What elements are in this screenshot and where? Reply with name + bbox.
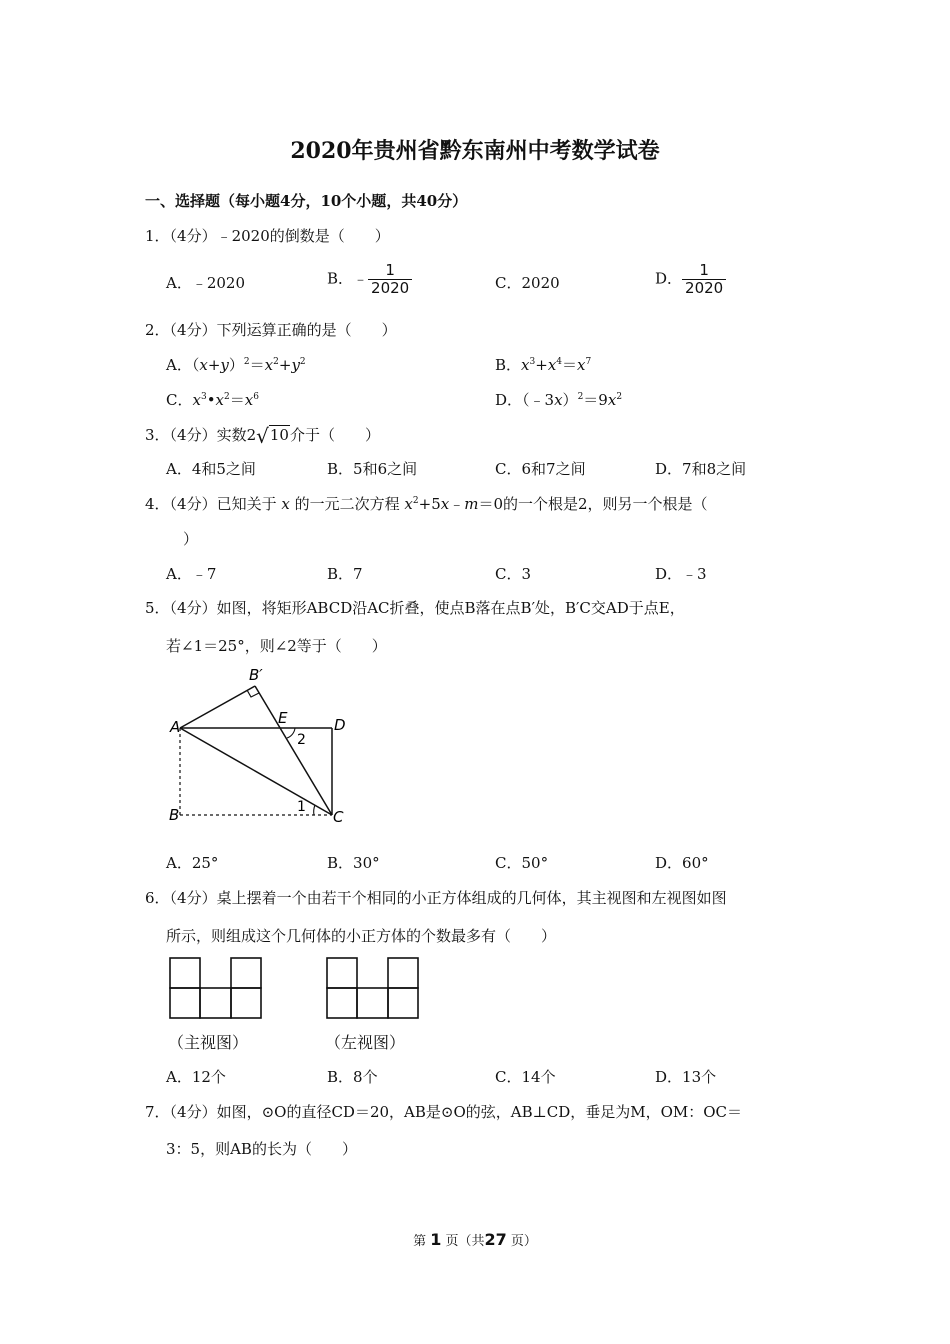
q5-option-a: A．25° [166, 854, 219, 872]
angle-1-label: 1 [297, 799, 306, 815]
question-1-stem: 1．（4分）﹣2020的倒数是（ ） [145, 227, 390, 245]
left-view-grid [325, 956, 420, 1020]
page-number: 1 [430, 1230, 442, 1249]
q4-option-c: C．3 [495, 565, 532, 583]
q5-option-b: B．30° [327, 854, 380, 872]
q1-option-a: A．﹣2020 [166, 274, 246, 292]
q6-option-a: A．12个 [166, 1068, 226, 1086]
question-7-stem-line2: 3：5，则AB的长为（ ） [166, 1140, 357, 1158]
q6-option-d: D．13个 [655, 1068, 717, 1086]
front-view-grid [168, 956, 263, 1020]
q4-option-b: B．7 [327, 565, 363, 583]
q4-option-a: A．﹣7 [166, 565, 217, 583]
q3-option-b: B．5和6之间 [327, 460, 418, 478]
question-6-stem-line1: 6．（4分）桌上摆着一个由若干个相同的小正方体组成的几何体，其主视图和左视图如图 [145, 889, 727, 907]
q1-option-d: D． $\frac{1}{2020}$ [655, 262, 726, 297]
q1-option-b-fraction: $\frac{1}{2020}$ [368, 262, 412, 297]
q2-option-c: C．$x^3•x^2=x^6$ [166, 391, 259, 409]
q4-option-d: D．﹣3 [655, 565, 707, 583]
q1-option-d-fraction: $\frac{1}{2020}$ [682, 262, 726, 297]
q2-option-a: A．$(x+y)^2=x^2+y^2$ [166, 356, 306, 374]
total-pages: 27 [484, 1230, 507, 1249]
question-5-stem-line1: 5．（4分）如图，将矩形ABCD沿AC折叠，使点B落在点B′处，B′C交AD于点E， [145, 599, 685, 617]
question-7-stem-line1: 7．（4分）如图，⊙O的直径CD＝20，AB是⊙O的弦，AB⊥CD，垂足为M，OM：OC＝ [145, 1103, 743, 1121]
question-2-stem: 2．（4分）下列运算正确的是（ ） [145, 321, 397, 339]
q1-option-b: B．﹣ $\frac{1}{2020}$ [327, 262, 412, 297]
question-6-stem-line2: 所示，则组成这个几何体的小正方体的个数最多有（ ） [166, 927, 557, 945]
q3-option-d: D．7和8之间 [655, 460, 747, 478]
sqrt-symbol: √10 [256, 424, 289, 448]
front-view-caption: （主视图） [168, 1033, 249, 1052]
q6-option-c: C．14个 [495, 1068, 556, 1086]
section-heading: 一、选择题（每小题4分，10个小题，共40分） [145, 192, 468, 210]
q3-option-c: C．6和7之间 [495, 460, 586, 478]
q6-option-b: B．8个 [327, 1068, 378, 1086]
q3-option-a: A．4和5之间 [166, 460, 256, 478]
q5-option-c: C．50° [495, 854, 549, 872]
question-3-stem: 3．（4分）实数2√10介于（ ） [145, 424, 380, 448]
question-5-stem-line2: 若∠1＝25°，则∠2等于（ ） [166, 637, 387, 655]
label-d: D [334, 716, 346, 734]
question-4-stem-end: ） [183, 530, 199, 548]
label-c: C [333, 808, 344, 826]
left-view-caption: （左视图） [325, 1033, 406, 1052]
q5-option-d: D．60° [655, 854, 709, 872]
label-a: A [170, 718, 181, 736]
page-footer: 第 1 页（共27 页） [413, 1230, 537, 1249]
q2-option-b: B．$x^3+x^4=x^7$ [495, 356, 592, 374]
q5-rectangle-fold-figure [165, 660, 365, 830]
question-4-stem: 4．（4分）已知关于 x 的一元二次方程 $x^2+5x﹣m=0$的一个根是2，则另一个根是（ [145, 495, 708, 513]
angle-2-label: 2 [297, 732, 306, 748]
label-b-prime: B′ [249, 666, 263, 684]
page-title: 2020年贵州省黔东南州中考数学试卷 [290, 138, 660, 164]
q2-option-d: D．$(﹣3x)^2=9x^2$ [495, 391, 623, 409]
label-e: E [278, 709, 288, 727]
q1-option-c: C．2020 [495, 274, 560, 292]
label-b: B [169, 806, 180, 824]
